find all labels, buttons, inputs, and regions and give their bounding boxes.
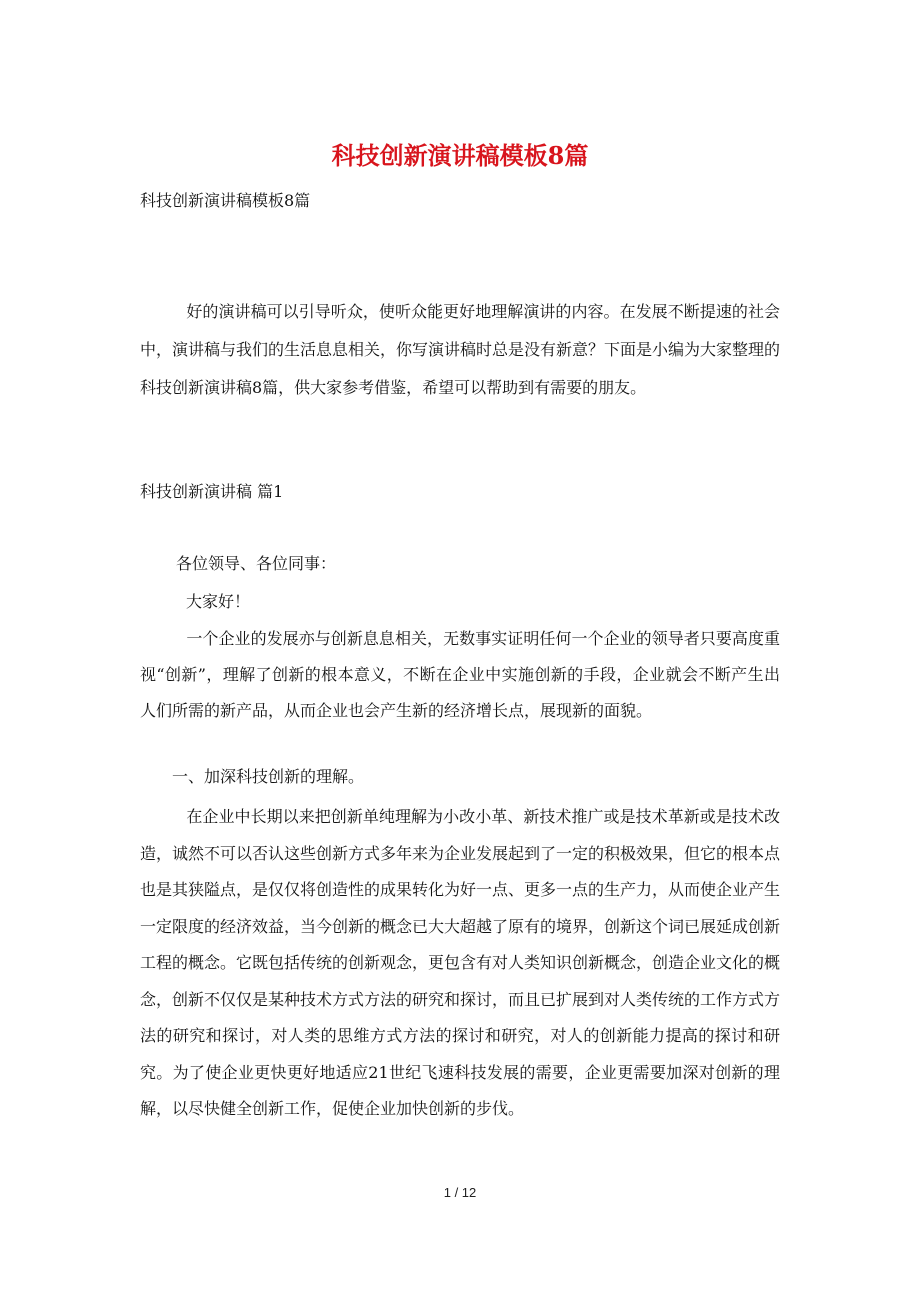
body-paragraph-2: 在企业中长期以来把创新单纯理解为小改小革、新技术推广或是技术革新或是技术改造，诚然不可以否认这些创新方式多年来为企业发展起到了一定的积极效果，但它的根本点也是其狭隘点，是仅仅将创造性的成果转化为好一点、更多一点的生产力，从而使企业产生一定限度的经济效益，当今创新的概念已大大超越了原有的境界，创新这个词已展延成创新工程的概念。它既包括传统的创新观念，更包含有对人类知识创新概念，创造企业文化的概念，创新不仅仅是某种技术方式方法的研究和探讨，而且已扩展到对人类传统的工作方式方法的研究和探讨，对人类的思维方式方法的探讨和研究，对人的创新能力提高的探讨和研究。为了使企业更快更好地适应21世纪飞速科技发展的需要，企业更需要加深对创新的理解，以尽快健全创新工作，促使企业加快创新的步伐。 <box>140 807 781 1118</box>
body-paragraph-1: 一个企业的发展亦与创新息息相关，无数事实证明任何一个企业的领导者只要高度重视“创新”，理解了创新的根本意义，不断在企业中实施创新的手段，企业就会不断产生出人们所需的新产品，从而企业也会产生新的经济增长点，展现新的面貌。 <box>140 629 780 720</box>
page-number: 1 / 12 <box>443 1185 477 1200</box>
page-title: 科技创新演讲稿模板8篇 <box>331 141 589 170</box>
section-heading: 科技创新演讲稿 篇1 <box>140 482 284 501</box>
speech-hello: 大家好！ <box>186 592 251 611</box>
point-heading-1: 一、加深科技创新的理解。 <box>172 767 365 786</box>
document-subtitle: 科技创新演讲稿模板8篇 <box>140 191 311 210</box>
speech-greeting: 各位领导、各位同事： <box>176 554 337 573</box>
intro-paragraph: 好的演讲稿可以引导听众，使听众能更好地理解演讲的内容。在发展不断提速的社会中，演讲稿与我们的生活息息相关，你写演讲稿时总是没有新意？下面是小编为大家整理的科技创新演讲稿8篇，供大家参考借鉴，希望可以帮助到有需要的朋友。 <box>140 302 781 397</box>
